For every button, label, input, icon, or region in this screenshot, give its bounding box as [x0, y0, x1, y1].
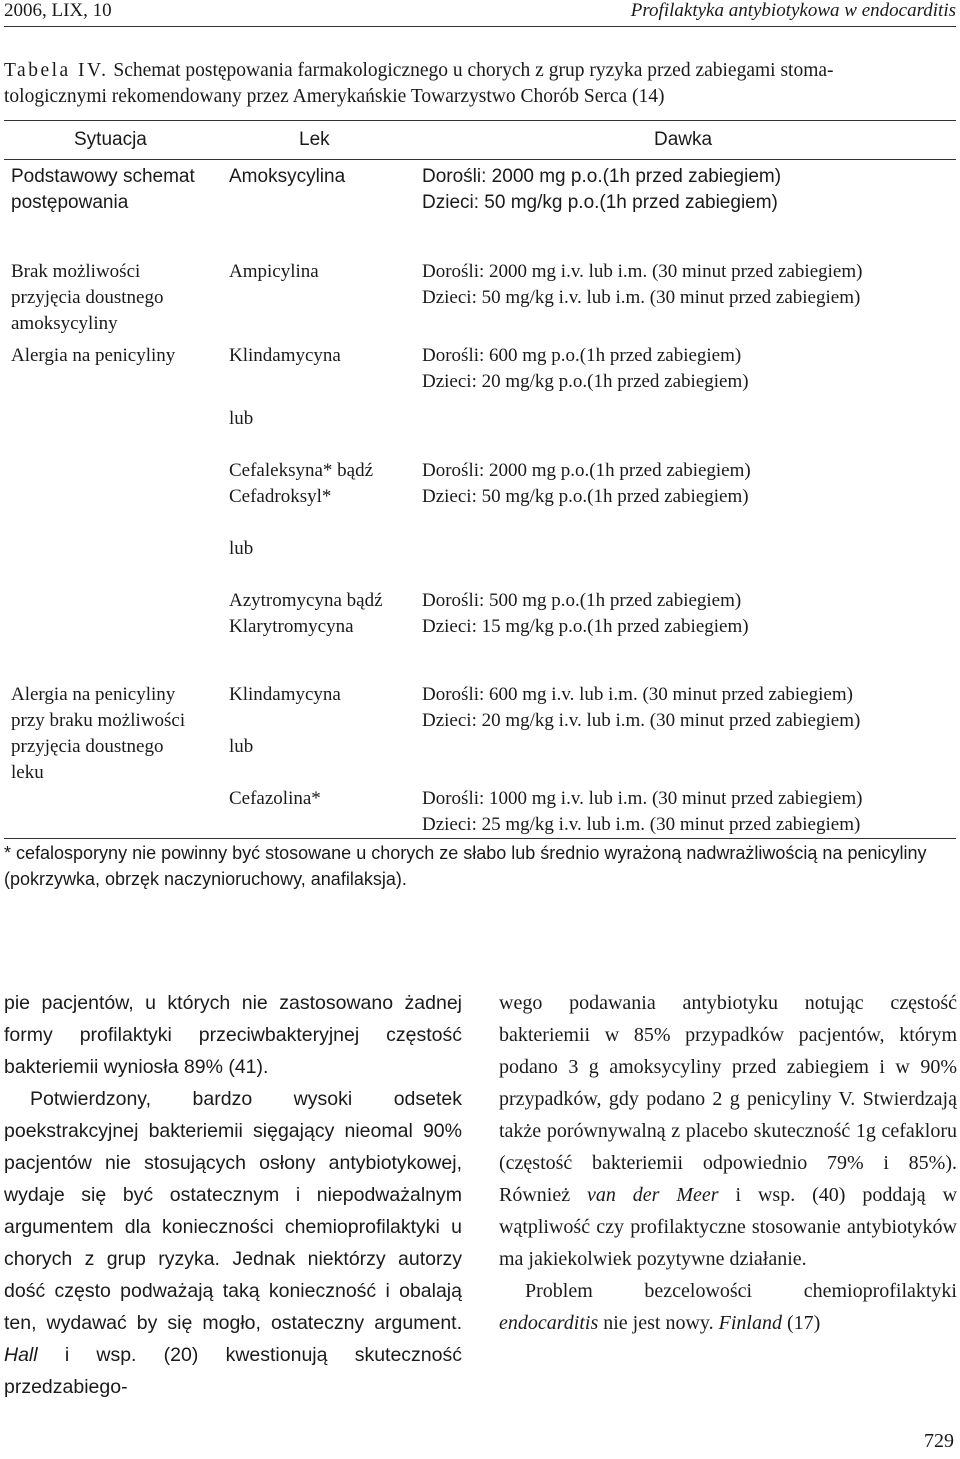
running-header	[4, 0, 956, 27]
situation-cell: leku	[11, 762, 44, 783]
drug-cell: Klindamycyna	[229, 345, 341, 366]
dose-cell: Dzieci: 20 mg/kg i.v. lub i.m. (30 minut przed zabiegiem)	[422, 710, 861, 731]
table-bottom-rule	[4, 838, 956, 839]
situation-cell: Podstawowy schemat	[11, 166, 195, 187]
dose-cell: Dzieci: 50 mg/kg i.v. lub i.m. (30 minut przed zabiegiem)	[422, 287, 861, 308]
term: endocarditis	[499, 1312, 599, 1334]
dose-cell: Dorośli: 500 mg p.o.(1h przed zabiegiem)	[422, 590, 742, 611]
dose-cell: Dzieci: 20 mg/kg p.o.(1h przed zabiegiem)	[422, 371, 749, 392]
situation-cell: przyjęcia doustnego	[11, 287, 164, 308]
situation-cell: przy braku możliwości	[11, 710, 186, 731]
drug-cell: Amoksycylina	[229, 166, 346, 187]
dose-cell: Dzieci: 50 mg/kg p.o.(1h przed zabiegiem)	[422, 192, 778, 213]
drug-cell: Cefaleksyna* bądź	[229, 460, 374, 481]
author-name: Finland	[718, 1312, 782, 1334]
drug-cell: Cefadroksyl*	[229, 486, 332, 507]
col-header-drug: Lek	[299, 129, 330, 150]
body-column-left	[4, 987, 462, 1403]
situation-cell: Alergia na penicyliny	[11, 345, 176, 366]
author-name: van der Meer	[587, 1184, 719, 1206]
dose-cell: Dorośli: 1000 mg i.v. lub i.m. (30 minut przed zabiegiem)	[422, 788, 863, 809]
table-label: Tabela IV.	[4, 60, 109, 81]
drug-cell: Klindamycyna	[229, 684, 341, 705]
dose-cell: Dorośli: 600 mg i.v. lub i.m. (30 minut przed zabiegiem)	[422, 684, 853, 705]
dose-cell: Dorośli: 600 mg p.o.(1h przed zabiegiem)	[422, 345, 742, 366]
situation-cell: amoksycyliny	[11, 313, 118, 334]
or-connector: lub	[229, 408, 254, 429]
drug-cell: Azytromycyna bądź	[229, 590, 383, 611]
paragraph: pie pacjentów, u których nie zastosowano żadnej formy profilaktyki przeciwbakteryjnej częstość bakteriemii wyniosła 89% (41).	[4, 992, 462, 1078]
running-title: Profilaktyka antybiotykowa w endocarditis	[630, 0, 956, 21]
table-caption	[4, 58, 956, 110]
page-number: 729	[924, 1430, 954, 1452]
paragraph: Potwierdzony, bardzo wysoki odsetek poekstrakcyjnej bakteriemii sięgający nieomal 90% pacjentów nie stosujących osłony antybiotykowej, wydaje się być ostatecznym i niepodważalnym argumentem dla konieczności chemioprofilaktyki u chorych z grup ryzyka. Jednak niektórzy autorzy dość często podważają taką konieczność i obalają ten, wydawać by się mogło, ostateczny argument. Hall i wsp. (20) kwestionują skuteczność przedzabiego-	[4, 1088, 462, 1398]
dose-cell: Dorośli: 2000 mg p.o.(1h przed zabiegiem)	[422, 460, 751, 481]
paragraph: wego podawania antybiotyku notując częstość bakteriemii w 85% przypadków pacjentów, którym podano 3 g amoksycyliny przed zabiegiem i w 90% przypadków, gdy podano 2 g penicyliny V. Stwierdzają także porównywalną z placebo skuteczność 1g cefakloru (częstość bakteriemii odpowiednio 79% i 85%). Również van der Meer i wsp. (40) poddają w wątpliwość czy profilaktyczne stosowanie antybiotyków ma jakiekolwiek pozytywne działanie.	[499, 992, 958, 1270]
drug-cell: Cefazolina*	[229, 788, 321, 809]
or-connector: lub	[229, 538, 254, 559]
table-footnote: * cefalosporyny nie powinny być stosowane u chorych ze słabo lub średnio wyrażoną nadwrażliwością na penicyliny (pokrzywka, obrzęk naczynioruchowy, anafilaksja).	[4, 843, 927, 889]
drug-cell: Klarytromycyna	[229, 616, 354, 637]
situation-cell: Alergia na penicyliny	[11, 684, 176, 705]
paragraph: Problem bezcelowości chemioprofilaktyki endocarditis nie jest nowy. Finland (17)	[499, 1280, 957, 1334]
table-top-rule	[4, 120, 956, 121]
journal-info: 2006, LIX, 10	[4, 0, 112, 21]
body-column-right	[499, 987, 957, 1339]
dose-cell: Dzieci: 50 mg/kg p.o.(1h przed zabiegiem)	[422, 486, 749, 507]
or-connector: lub	[229, 736, 254, 757]
caption-line-1: Schemat postępowania farmakologicznego u chorych z grup ryzyka przed zabiegami stoma-	[113, 60, 834, 81]
dose-cell: Dzieci: 15 mg/kg p.o.(1h przed zabiegiem)	[422, 616, 749, 637]
dose-cell: Dorośli: 2000 mg p.o.(1h przed zabiegiem)	[422, 166, 782, 187]
col-header-situation: Sytuacja	[74, 129, 147, 150]
author-name: Hall	[4, 1344, 38, 1366]
situation-cell: postępowania	[11, 192, 129, 213]
col-header-dose: Dawka	[654, 129, 713, 150]
drug-cell: Ampicylina	[229, 261, 319, 282]
dose-cell: Dorośli: 2000 mg i.v. lub i.m. (30 minut przed zabiegiem)	[422, 261, 863, 282]
caption-line-2: tologicznymi rekomendowany przez Amerykańskie Towarzystwo Chorób Serca (14)	[4, 86, 665, 107]
situation-cell: Brak możliwości	[11, 261, 141, 282]
dose-cell: Dzieci: 25 mg/kg i.v. lub i.m. (30 minut przed zabiegiem)	[422, 814, 861, 835]
table-header-rule	[4, 159, 956, 160]
situation-cell: przyjęcia doustnego	[11, 736, 164, 757]
